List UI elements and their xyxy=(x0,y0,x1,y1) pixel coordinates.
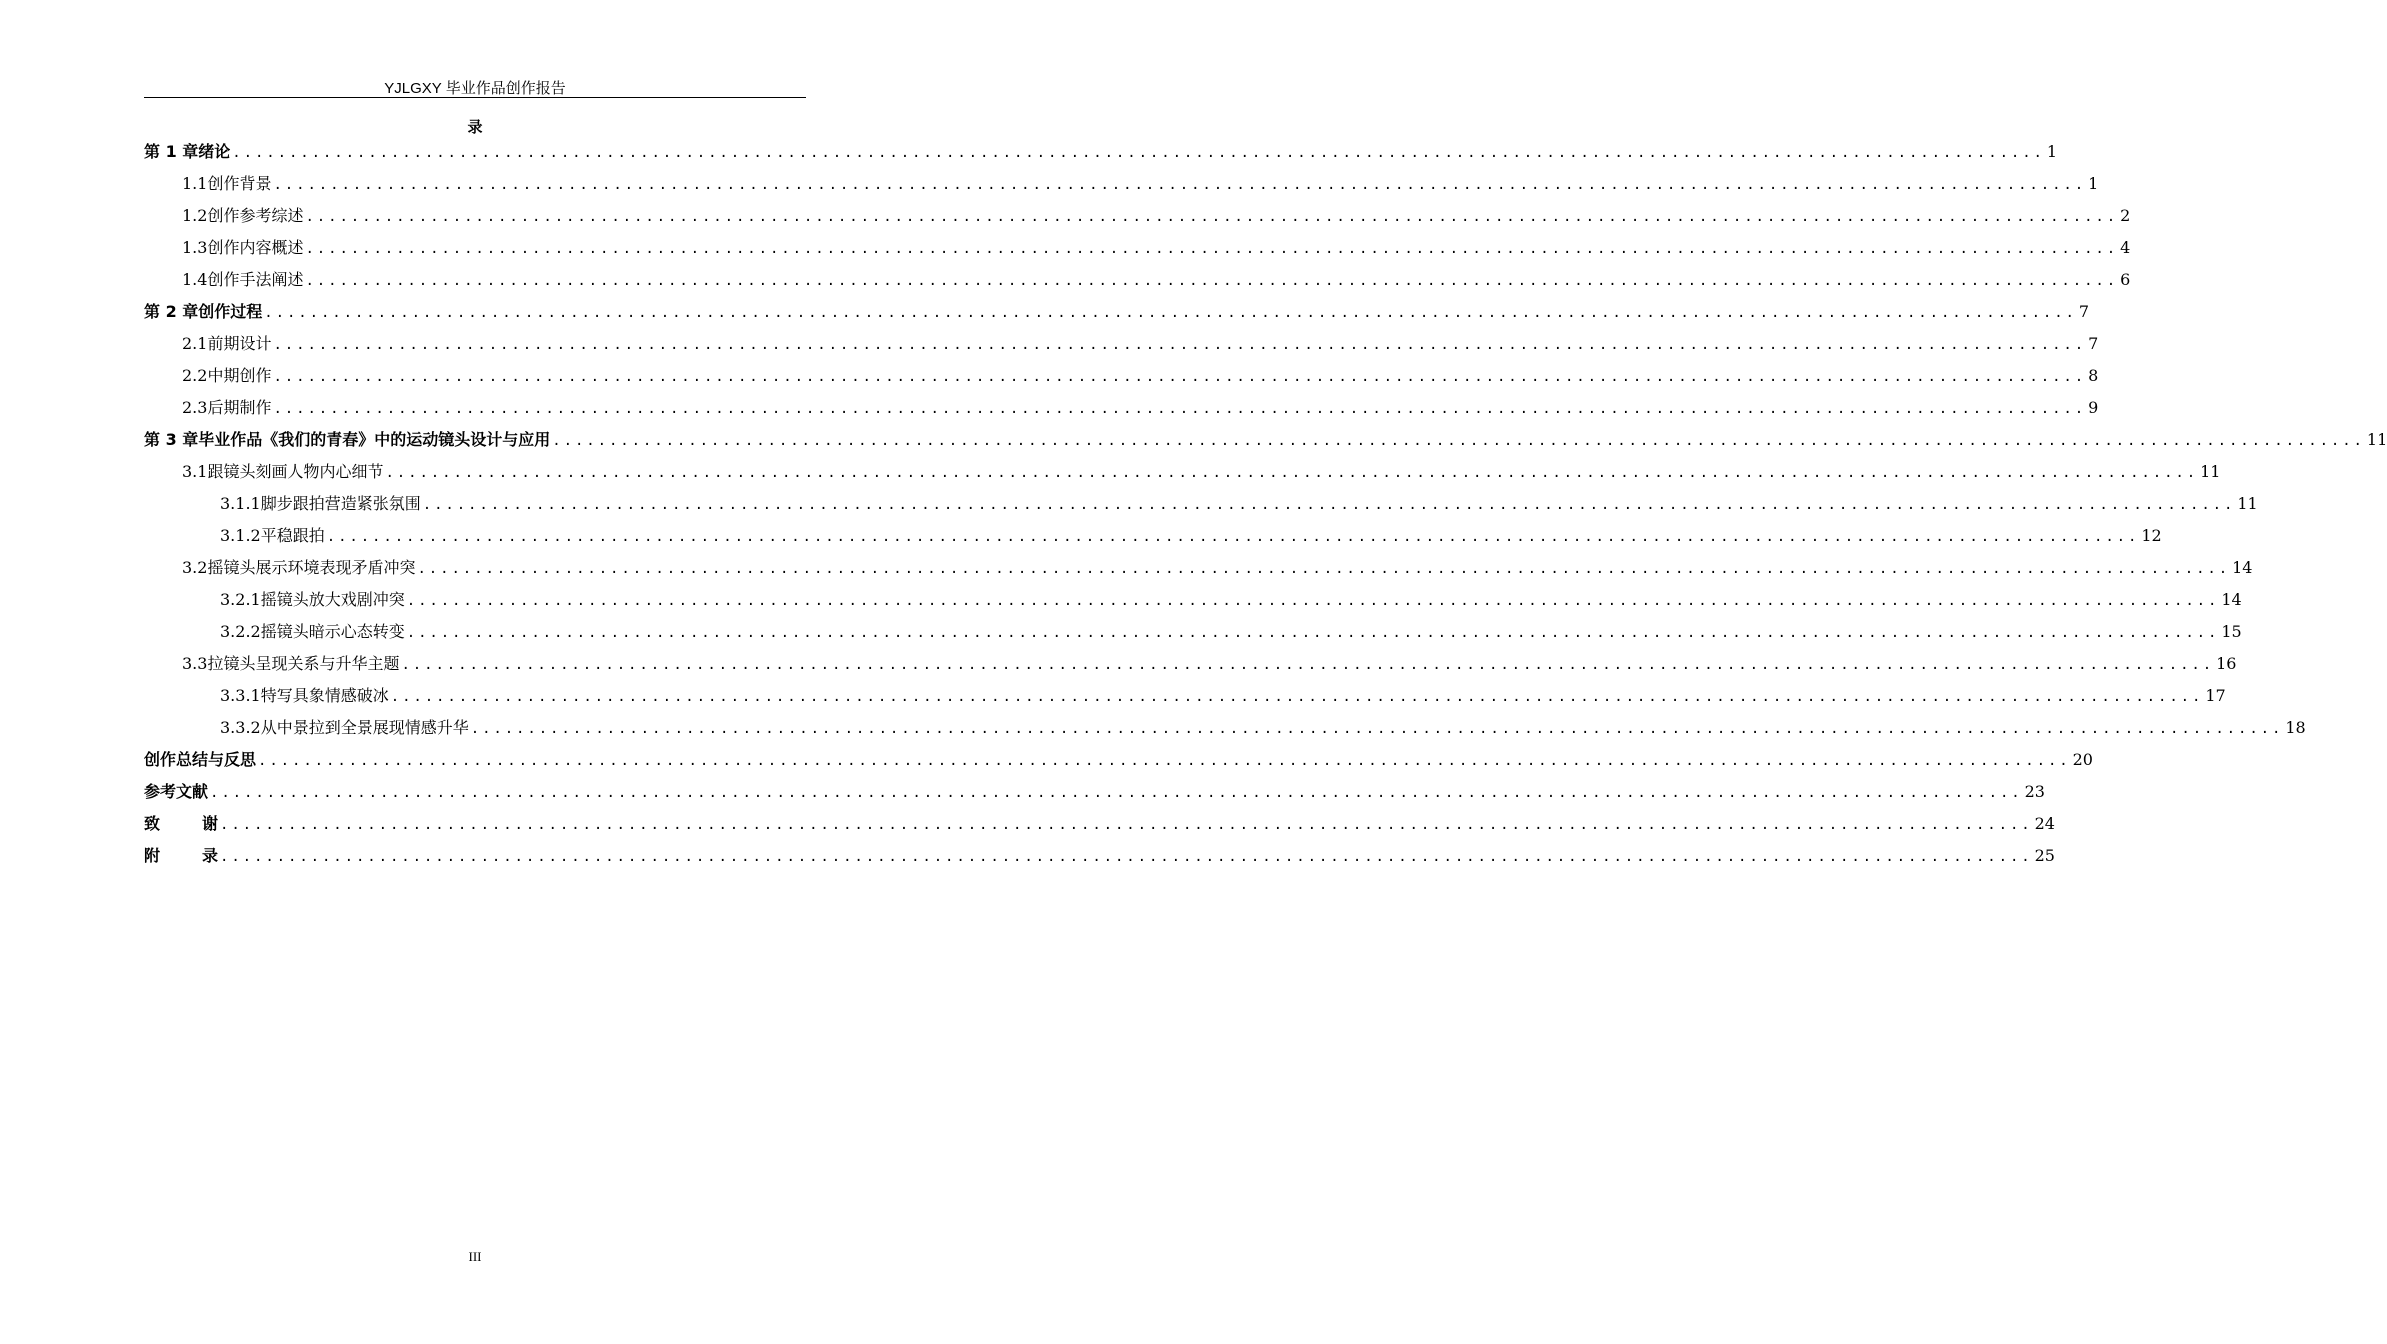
toc-entry[interactable] xyxy=(144,298,2090,326)
toc-dot-leader: ................................................................................................................................................................ xyxy=(470,721,2284,737)
toc-entry-page: 11 xyxy=(2366,430,2387,449)
toc-entry-number: 3.3 xyxy=(182,654,208,673)
toc-dot-leader: ................................................................................................................................................................ xyxy=(305,273,2119,289)
toc-entry-title: 中期创作 xyxy=(207,366,272,385)
toc-entry-title: 摇镜头暗示心态转变 xyxy=(260,622,405,641)
toc-entry-page: 17 xyxy=(2205,686,2226,705)
toc-dot-leader: ................................................................................................................................................................ xyxy=(305,209,2119,225)
toc-dot-leader: ................................................................................................................................................................ xyxy=(273,369,2087,385)
toc-entry-title: 创作背景 xyxy=(207,174,272,193)
toc-entry[interactable] xyxy=(144,810,2055,838)
toc-entry[interactable] xyxy=(220,586,2242,614)
toc-entry-number: 3.1 xyxy=(182,462,208,481)
toc-entry-title: 创作过程 xyxy=(198,302,263,321)
toc-entry-title: 创作总结与反思 xyxy=(144,750,257,769)
toc-entry[interactable] xyxy=(144,778,2045,806)
toc-dot-leader: ................................................................................................................................................................ xyxy=(406,593,2220,609)
toc-entry-page: 11 xyxy=(2237,494,2258,513)
toc-entry-number: 2.2 xyxy=(182,366,208,385)
toc-entry-number: 1.3 xyxy=(182,238,208,257)
toc-dot-leader: ................................................................................................................................................................ xyxy=(305,241,2119,257)
toc-entry-title: 参考文献 xyxy=(144,782,209,801)
toc-entry-title: 附录 xyxy=(144,846,261,865)
toc-entry-title: 前期设计 xyxy=(207,334,272,353)
toc-entry-page: 1 xyxy=(2046,142,2058,161)
toc-entry-number: 2.3 xyxy=(182,398,208,417)
toc-dot-leader: ................................................................................................................................................................ xyxy=(326,529,2140,545)
toc-entry-number: 3.1.2 xyxy=(220,526,261,545)
toc-entry-title: 绪论 xyxy=(198,142,231,161)
toc-entry-title: 拉镜头呈现关系与升华主题 xyxy=(207,654,400,673)
toc-entry[interactable] xyxy=(144,426,2387,454)
toc-entry-number: 3.2.2 xyxy=(220,622,261,641)
toc-entry-title: 致谢 xyxy=(144,814,261,833)
toc-entry[interactable] xyxy=(182,170,2099,198)
toc-entry-page: 24 xyxy=(2034,814,2055,833)
footer-page-number: III xyxy=(468,1249,482,1264)
toc-entry-title: 从中景拉到全景展现情感升华 xyxy=(260,718,469,737)
toc-entry-page: 18 xyxy=(2285,718,2306,737)
toc-entry-number: 第 3 章 xyxy=(144,430,199,449)
toc-entry[interactable] xyxy=(182,202,2131,230)
toc-entry-number: 3.1.1 xyxy=(220,494,261,513)
toc-entry-number: 第 1 章 xyxy=(144,142,199,161)
toc-entry-title: 摇镜头放大戏剧冲突 xyxy=(260,590,405,609)
toc-entry-page: 12 xyxy=(2141,526,2162,545)
toc-entry-page: 14 xyxy=(2232,558,2253,577)
toc-entry-title: 创作内容概述 xyxy=(207,238,304,257)
toc-entry[interactable] xyxy=(182,554,2253,582)
toc-entry-title: 毕业作品《我们的青春》中的运动镜头设计与应用 xyxy=(198,430,551,449)
toc-dot-leader: ................................................................................................................................................................ xyxy=(417,561,2231,577)
toc-entry[interactable] xyxy=(144,842,2055,870)
toc-dot-leader: ................................................................................................................................................................ xyxy=(273,337,2087,353)
toc-entry-title: 后期制作 xyxy=(207,398,272,417)
toc-dot-leader: ................................................................................................................................................................ xyxy=(390,689,2204,705)
toc-entry[interactable] xyxy=(182,650,2237,678)
toc-entry-number: 1.4 xyxy=(182,270,208,289)
toc-dot-leader: ................................................................................................................................................................ xyxy=(258,753,2071,769)
toc-entry[interactable] xyxy=(220,490,2258,518)
toc-entry-page: 8 xyxy=(2088,366,2099,385)
toc-entry-number: 2.1 xyxy=(182,334,208,353)
toc-entry-page: 14 xyxy=(2221,590,2242,609)
toc-heading: 录 xyxy=(467,118,483,136)
toc-dot-leader: ................................................................................................................................................................ xyxy=(264,305,2077,321)
toc-entry[interactable] xyxy=(182,362,2099,390)
toc-entry-title: 创作参考综述 xyxy=(207,206,304,225)
toc-entry-title: 摇镜头展示环境表现矛盾冲突 xyxy=(207,558,416,577)
toc-dot-leader: ................................................................................................................................................................ xyxy=(232,145,2045,161)
toc-entry-page: 7 xyxy=(2078,302,2090,321)
toc-entry-page: 6 xyxy=(2120,270,2131,289)
toc-entry-number: 3.2 xyxy=(182,558,208,577)
toc-entry-title: 创作手法阐述 xyxy=(207,270,304,289)
toc-entry-title: 跟镜头刻画人物内心细节 xyxy=(207,462,384,481)
toc-entry-title: 平稳跟拍 xyxy=(260,526,325,545)
toc-dot-leader: ................................................................................................................................................................ xyxy=(273,401,2087,417)
toc-entry[interactable] xyxy=(220,714,2306,742)
toc-entry-page: 15 xyxy=(2221,622,2242,641)
toc-entry-number: 3.3.1 xyxy=(220,686,261,705)
toc-dot-leader: ................................................................................................................................................................ xyxy=(385,465,2199,481)
report-header-title: YJLGXY 毕业作品创作报告 xyxy=(384,80,566,97)
toc-dot-leader: ................................................................................................................................................................ xyxy=(210,785,2023,801)
toc-entry-page: 1 xyxy=(2088,174,2099,193)
toc-entry-number: 3.2.1 xyxy=(220,590,261,609)
toc-entry-page: 9 xyxy=(2088,398,2099,417)
toc-entry[interactable] xyxy=(182,394,2099,422)
toc-dot-leader: ................................................................................................................................................................ xyxy=(220,849,2033,865)
toc-dot-leader: ................................................................................................................................................................ xyxy=(406,625,2220,641)
toc-dot-leader: ................................................................................................................................................................ xyxy=(273,177,2087,193)
toc-entry-number: 1.2 xyxy=(182,206,208,225)
toc-entry[interactable] xyxy=(182,266,2131,294)
toc-entry-page: 4 xyxy=(2120,238,2131,257)
toc-entry-page: 2 xyxy=(2120,206,2131,225)
toc-entry-page: 25 xyxy=(2034,846,2055,865)
toc-dot-leader: ................................................................................................................................................................ xyxy=(401,657,2215,673)
toc-entry[interactable] xyxy=(144,138,2058,166)
toc-entry[interactable] xyxy=(182,330,2099,358)
toc-entry[interactable] xyxy=(182,234,2131,262)
toc-entry[interactable] xyxy=(220,522,2162,550)
header-rule xyxy=(144,97,806,98)
toc-entry-page: 16 xyxy=(2216,654,2237,673)
toc-dot-leader: ................................................................................................................................................................ xyxy=(552,433,2365,449)
toc-dot-leader: ................................................................................................................................................................ xyxy=(220,817,2033,833)
toc-entry-number: 第 2 章 xyxy=(144,302,199,321)
toc-entry[interactable] xyxy=(220,682,2226,710)
toc-entry-page: 7 xyxy=(2088,334,2099,353)
toc-entry-page: 11 xyxy=(2200,462,2221,481)
toc-entry-page: 23 xyxy=(2024,782,2045,801)
toc-entry-number: 1.1 xyxy=(182,174,208,193)
toc-entry[interactable] xyxy=(144,746,2093,774)
toc-entry[interactable] xyxy=(182,458,2221,486)
toc-entry-number: 3.3.2 xyxy=(220,718,261,737)
toc-entry-title: 特写具象情感破冰 xyxy=(260,686,389,705)
toc-entry-page: 20 xyxy=(2072,750,2093,769)
toc-entry[interactable] xyxy=(220,618,2242,646)
toc-dot-leader: ................................................................................................................................................................ xyxy=(422,497,2236,513)
toc-entry-title: 脚步跟拍营造紧张氛围 xyxy=(260,494,421,513)
